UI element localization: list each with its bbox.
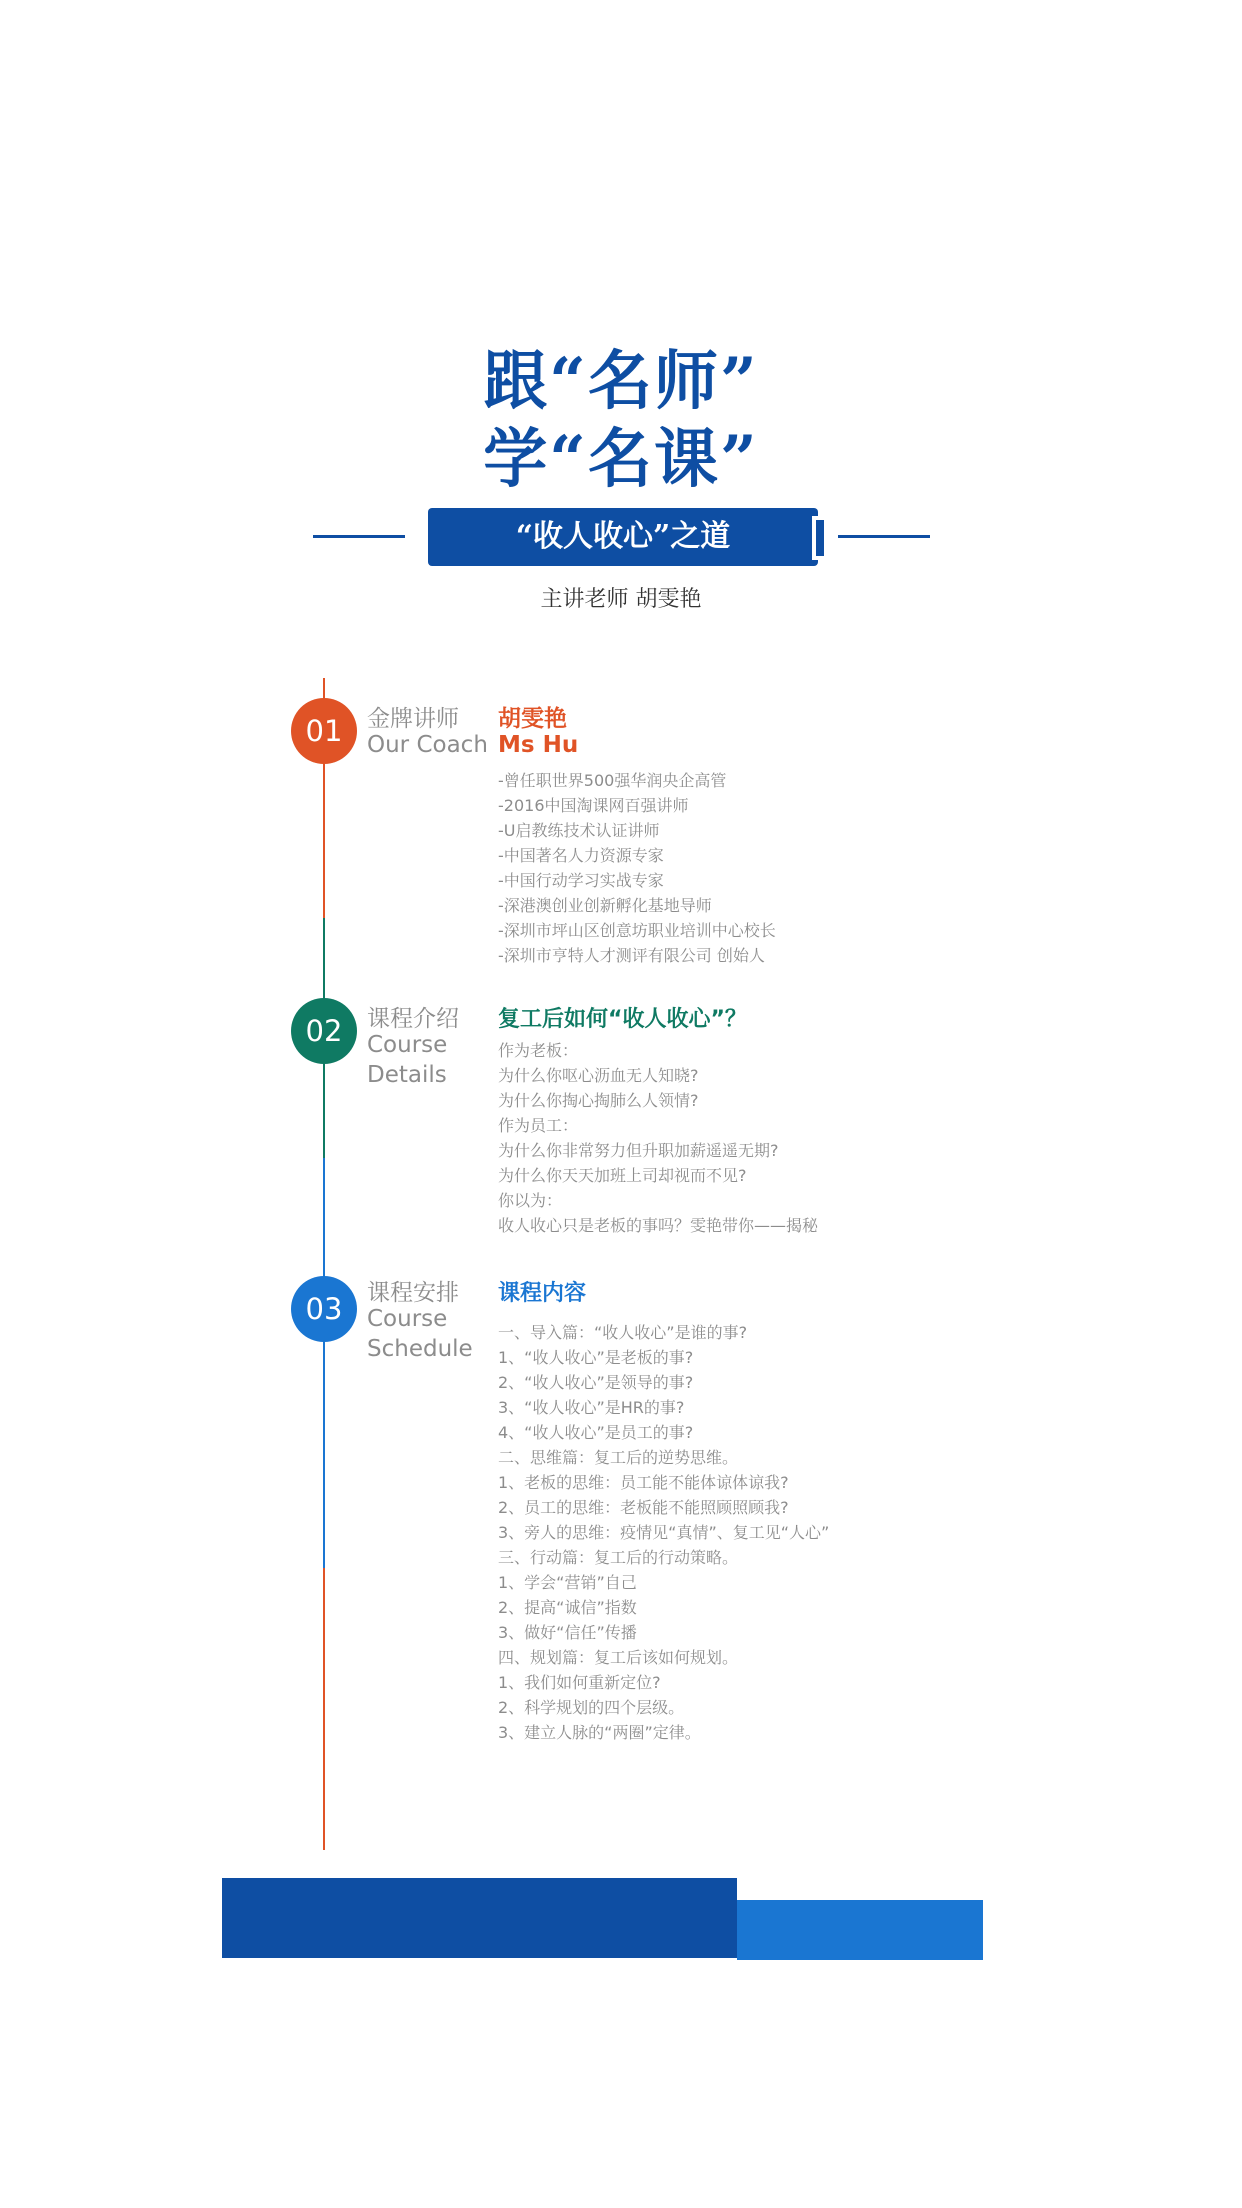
course-banner: “收人收心”之道: [428, 508, 818, 566]
footer-bar-light: [737, 1900, 983, 1960]
section-label-cn: 课程介绍: [367, 1006, 459, 1032]
banner-edge-decoration-inner: [816, 520, 824, 556]
list-item: 1、“收人收心”是老板的事?: [498, 1348, 694, 1367]
presenter-line: 主讲老师 胡雯艳: [540, 587, 702, 612]
coach-name-en: Ms Hu: [498, 732, 579, 758]
list-item: 二、思维篇：复工后的逆势思维。: [498, 1448, 739, 1467]
section-label-en: [367, 1030, 447, 1090]
list-item: 收人收心只是老板的事吗？雯艳带你——揭秘: [498, 1216, 819, 1235]
list-item: 1、我们如何重新定位?: [498, 1673, 661, 1692]
list-item: 四、规划篇：复工后该如何规划。: [498, 1648, 739, 1667]
list-item: 2、科学规划的四个层级。: [498, 1698, 685, 1717]
section-label-cn: 课程安排: [367, 1280, 459, 1306]
list-item: 3、旁人的思维：疫情见“真情”、复工见“人心”: [498, 1523, 830, 1542]
list-item: 为什么你呕心沥血无人知晓?: [498, 1066, 699, 1085]
section-label-en-line: Course: [367, 1032, 448, 1058]
list-item: 一、导入篇：“收人收心”是谁的事?: [498, 1323, 748, 1342]
list-item: 作为老板：: [498, 1041, 579, 1060]
list-item: 2、员工的思维：老板能不能照顾照顾我?: [498, 1498, 789, 1517]
title-line-1: 跟“名师”: [483, 344, 759, 419]
section-heading: 课程内容: [498, 1281, 587, 1306]
list-item: 为什么你掏心掏肺么人领情?: [498, 1091, 699, 1110]
timeline-segment-orange-bottom: [323, 1568, 325, 1850]
list-item: 为什么你天天加班上司却视而不见?: [498, 1166, 747, 1185]
list-item: -深圳市坪山区创意坊职业培训中心校长: [498, 921, 776, 940]
list-item: -深港澳创业创新孵化基地导师: [498, 896, 712, 915]
list-item: 3、建立人脉的“两圈”定律。: [498, 1723, 701, 1742]
section-number-badge: 01: [291, 698, 357, 764]
timeline-segment-blue: [323, 1158, 325, 1568]
list-item: 4、“收人收心”是员工的事?: [498, 1423, 694, 1442]
list-item: 3、做好“信任”传播: [498, 1623, 637, 1642]
list-item: -中国行动学习实战专家: [498, 871, 664, 890]
list-item: -深圳市亨特人才测评有限公司 创始人: [498, 946, 765, 965]
title-line-2: 学“名课”: [483, 422, 759, 497]
coach-credentials-list: [498, 768, 776, 968]
banner-left-rule: [313, 535, 405, 538]
section-number-badge: 02: [291, 998, 357, 1064]
list-item: -中国著名人力资源专家: [498, 846, 664, 865]
list-item: -曾任职世界500强华润央企高管: [498, 771, 727, 790]
footer-bar-dark: [222, 1878, 737, 1958]
list-item: -U启教练技术认证讲师: [498, 821, 660, 840]
list-item: 为什么你非常努力但升职加薪遥遥无期?: [498, 1141, 779, 1160]
course-details-list: [498, 1038, 818, 1238]
section-number-badge: 03: [291, 1276, 357, 1342]
section-heading: 复工后如何“收人收心”？: [498, 1007, 747, 1032]
section-label-en: [367, 1304, 473, 1364]
coach-name-cn: 胡雯艳: [498, 706, 567, 732]
list-item: 三、行动篇：复工后的行动策略。: [498, 1548, 739, 1567]
section-label-en-line: Course: [367, 1306, 448, 1332]
banner-right-rule: [838, 535, 930, 538]
section-label-en-line: Schedule: [367, 1336, 473, 1362]
list-item: 2、提高“诚信”指数: [498, 1598, 637, 1617]
section-label-cn: 金牌讲师: [367, 706, 459, 732]
section-label-en-line: Our Coach: [367, 732, 488, 758]
list-item: 3、“收人收心”是HR的事?: [498, 1398, 685, 1417]
list-item: 你以为：: [498, 1191, 563, 1210]
list-item: 1、学会“营销”自己: [498, 1573, 637, 1592]
list-item: -2016中国淘课网百强讲师: [498, 796, 689, 815]
section-label-en: [367, 730, 488, 760]
course-schedule-list: [498, 1320, 829, 1745]
list-item: 作为员工：: [498, 1116, 579, 1135]
list-item: 2、“收人收心”是领导的事?: [498, 1373, 694, 1392]
list-item: 1、老板的思维：员工能不能体谅体谅我?: [498, 1473, 789, 1492]
section-label-en-line: Details: [367, 1062, 447, 1088]
